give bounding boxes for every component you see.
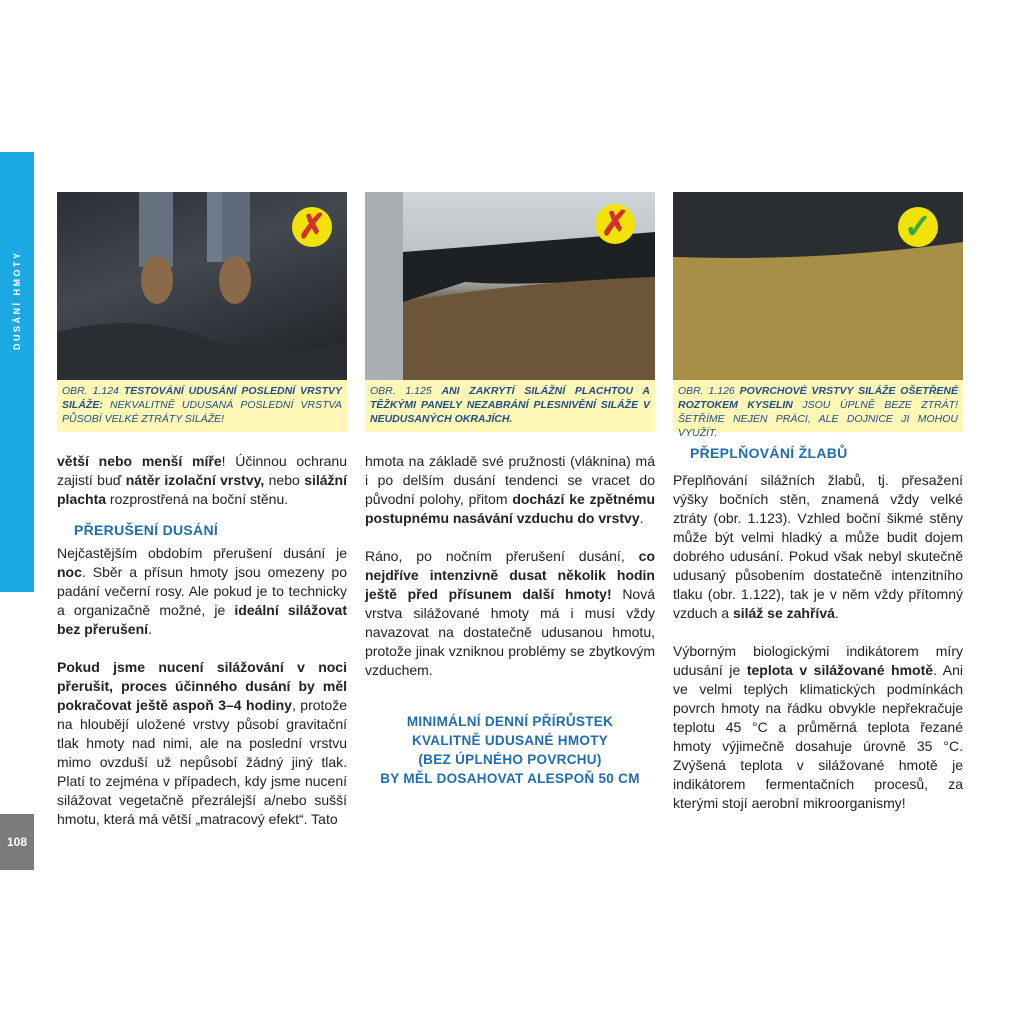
paragraph: hmota na základě své pružnosti (vláknina) má i po delším dusání tendenci se vracet do původní polohy, přitom dochází ke zpětnému postupnému nasávání vzduchu do vrstvy. xyxy=(365,453,655,526)
highlight-callout: MINIMÁLNÍ DENNÍ PŘÍRŮSTEK KVALITNĚ UDUSANÉ HMOTY (BEZ ÚPLNÉHO POVRCHU) BY MĚL DOSAHOVAT ALESPOŇ 50 CM xyxy=(380,714,640,786)
section-side-tab xyxy=(0,152,34,592)
text-column-2 xyxy=(365,452,655,680)
paragraph: Výborným biologickými indikátorem míry udusání je teplota v silážované hmotě. Ani ve velmi teplých klimatických podmínkách povrch hmoty na řádku obvykle nepřekračuje teplotu 45 °C a průměrná teplota řezané hmoty výjimečně dosahuje úrovně 35 °C. Zvýšená teplota v silážované hmotě je indikátorem fermentačních procesů, za kterými stojí aerobní mikroorganismy! xyxy=(673,643,963,811)
caption-title: TESTOVÁNÍ UDUSÁNÍ POSLEDNÍ VRSTVY SILÁŽE: xyxy=(62,385,342,411)
text-column-3 xyxy=(673,444,963,813)
caption-photo-1126 xyxy=(673,380,963,439)
paragraph: větší nebo menší míře! Účinnou ochranu zajistí buď nátěr izolační vrstvy, nebo silážní plachta rozprostřená na boční stěnu. xyxy=(57,453,347,507)
caption-photo-1125 xyxy=(365,380,655,432)
paragraph: Nejčastějším obdobím přerušení dusání je noc. Sběr a přísun hmoty jsou omezeny po padání večerní rosy. Ale pokud je to technicky a organizačně možné, je ideální silážovat bez přerušení. xyxy=(57,545,348,637)
section-heading: PŘERUŠENÍ DUSÁNÍ xyxy=(74,522,219,538)
caption-title: ANI ZAKRYTÍ SILÁŽNÍ PLACHTOU A TĚŽKÝMI PANELY NEZABRÁNÍ PLESNIVĚNÍ SILÁŽE V NEUDUSANÝCH OKRAJÍCH. xyxy=(370,385,650,425)
photo-treated-silage xyxy=(673,192,963,380)
caption-figure-number: OBR. 1.124 xyxy=(62,385,119,397)
text-column-1 xyxy=(57,452,347,829)
paragraph: Pokud jsme nucení silážování v noci přerušit, proces účinného dusání by měl pokračovat ještě aspoň 3–4 hodiny, protože na hloubějí uložené vrstvy působí gravitační tlak hmoty nad nimi, ale na poslední vrstvu mimo ovzduší už nepůsobí žádný jiný tlak. Platí to zejména v případech, kdy jsme nucení silážovat vegetačně přezrálejší a/nebo sušší hmotu, která má větší „matracový efekt“. Tato xyxy=(57,659,347,827)
bad-mark-icon: ✗ xyxy=(595,204,635,244)
caption-photo-1124 xyxy=(57,380,347,432)
caption-text: JSOU ÚPLNĚ BEZE ZTRÁT! ŠETŘÍME NEJEN PRÁCI, ALE DOJNICE JI MOHOU VYUŽÍT. xyxy=(678,399,959,439)
section-label: DUSÁNÍ HMOTY xyxy=(12,250,22,350)
caption-text: NEKVALITNĚ UDUSANÁ POSLEDNÍ VRSTVA PŮSOBÍ VELKÉ ZTRÁTY SILÁŽE! xyxy=(62,399,342,425)
good-mark-icon: ✓ xyxy=(898,207,938,247)
caption-title: POVRCHOVÉ VRSTVY SILÁŽE OŠETŘENÉ ROZTOKEM KYSELIN xyxy=(678,385,959,411)
paragraph: Ráno, po nočním přerušení dusání, co nejdříve intenzivně dusat několik hodin ještě před přísunem další hmoty! Nová vrstva silážované hmoty má i musí vždy navazovat na dostatečně udusanou hmotu, protože jinak vzniknou problémy se zbytkovým vzduchem. xyxy=(365,548,656,678)
bad-mark-icon: ✗ xyxy=(292,207,332,247)
page-number: 108 xyxy=(0,814,34,870)
paragraph: Přeplňování silážních žlabů, tj. přesažení výšky bočních stěn, znamená vždy velké ztráty (obr. 1.123). Vzhled boční šikmé stěny může být velmi hladký a může budit dojem dobrého udusání. Pokud však nebyl skutečně udusaný působením dostatečně intenzitního tlaku (obr. 1.122), tak je v něm vždy přítomný vzduch a siláž se zahřívá. xyxy=(673,472,963,621)
photo-boots-on-plastic xyxy=(57,192,347,380)
section-heading: PŘEPLŇOVÁNÍ ŽLABŮ xyxy=(690,445,848,461)
caption-figure-number: OBR. 1.126 xyxy=(678,385,735,397)
photo-silage-edge-mold xyxy=(365,192,655,380)
caption-figure-number: OBR. 1.125 xyxy=(370,385,432,397)
